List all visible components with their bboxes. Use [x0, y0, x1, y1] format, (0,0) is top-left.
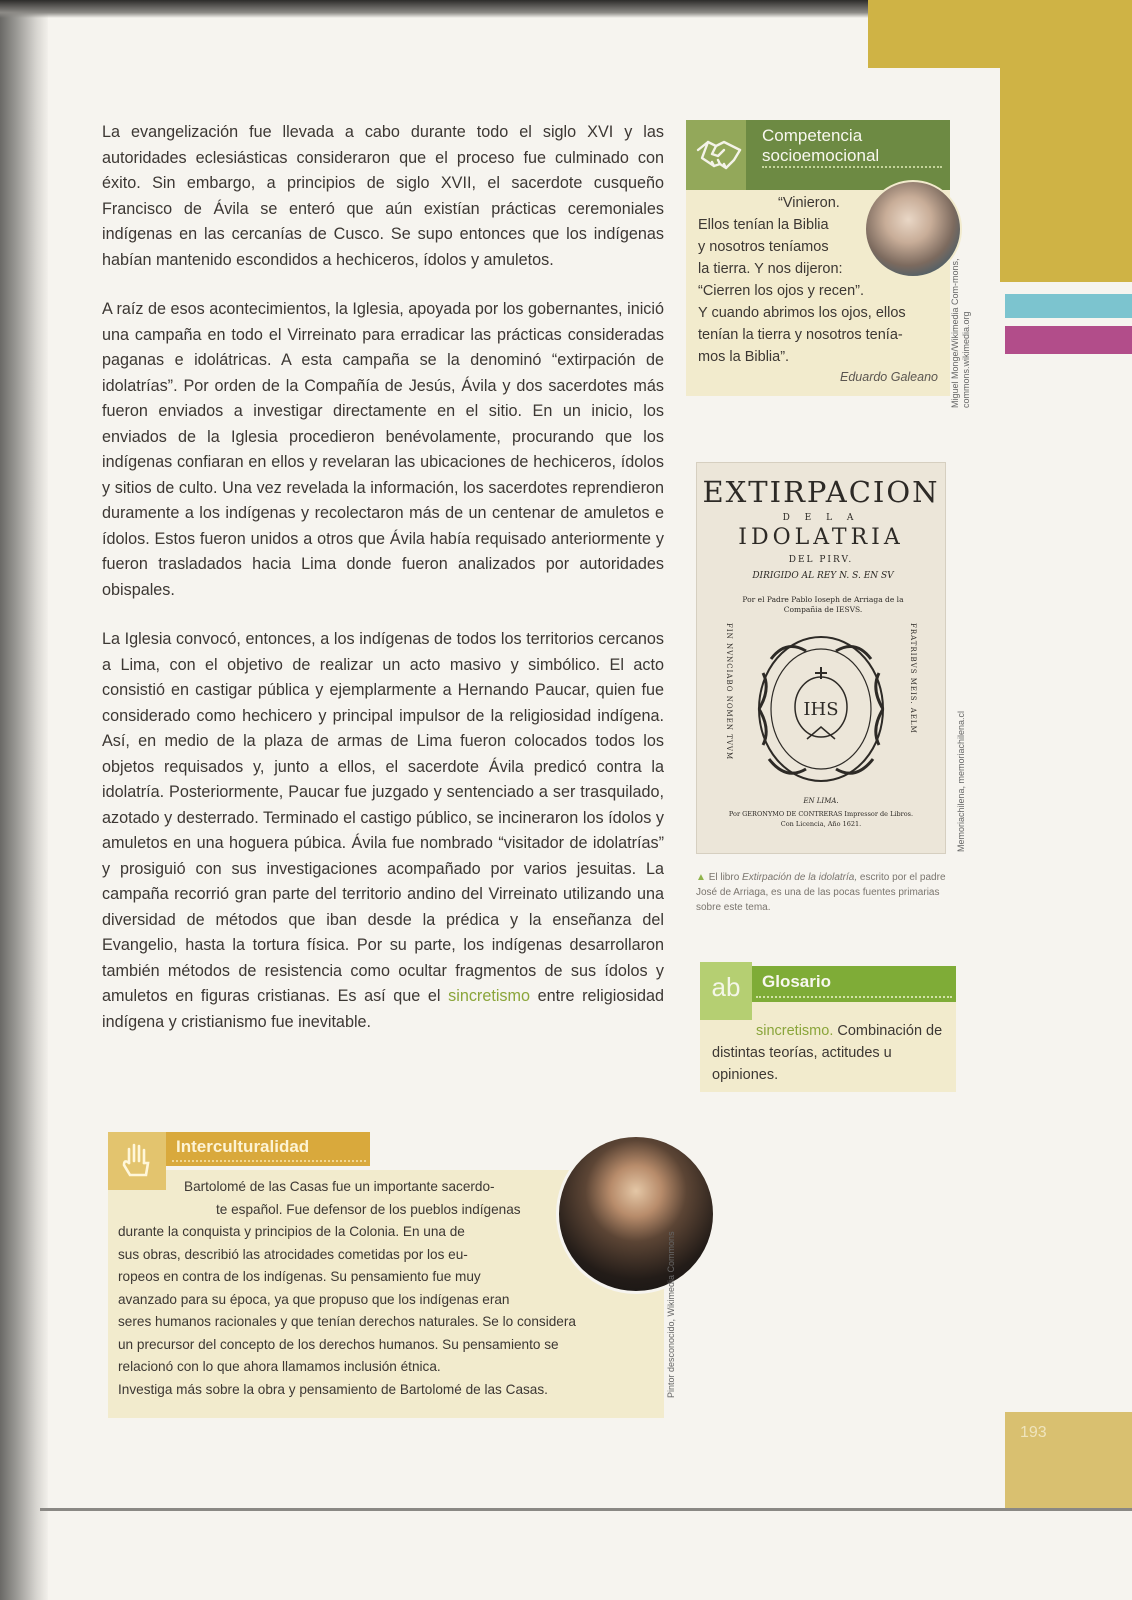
glosario-definition-text: Combinación de distintas teorías, actitudes u opiniones.	[712, 1023, 943, 1083]
inter-line: avanzado para su época, ya que propuso que los indígenas eran	[118, 1291, 510, 1307]
interculturalidad-title: Interculturalidad	[176, 1137, 310, 1156]
book-de-la: D E L A	[782, 513, 860, 523]
glosario-definition	[712, 1020, 948, 1086]
quote-line: mos la Biblia”.	[698, 349, 790, 365]
quote-line: tenían la tierra y nosotros tenía-	[698, 327, 903, 343]
book-title-line2: IDOLATRIA	[738, 525, 904, 550]
paragraph-1: La evangelización fue llevada a cabo durante todo el siglo XVI y las autoridades eclesiásticas consideraron que el proceso fue culminado con éxito. Sin embargo, a principios de siglo XVII, el sacerdote cusqueño Francisco de Ávila se enteró que aún existían prácticas ceremoniales indígenas en las cercanías de Cusco. Se supo entonces que los indígenas habían mantenido escondidos a hechiceros, ídolos y amuletos.	[102, 123, 664, 269]
book-printer	[707, 809, 935, 829]
book-author	[721, 595, 925, 615]
book-place: EN LIMA.	[803, 797, 839, 805]
inter-activity-line: Investiga más sobre la obra y pensamiento de Bartolomé de las Casas.	[118, 1381, 548, 1397]
page-number: 193	[1020, 1424, 1047, 1441]
glosario-title: Glosario	[762, 972, 831, 991]
book-printer-line: Con Licencia, Año 1621.	[780, 820, 862, 828]
glosario-term: sincretismo.	[756, 1023, 834, 1039]
inter-line: te español. Fue defensor de los pueblos indígenas	[216, 1201, 521, 1217]
emblem-ihs: IHS	[803, 699, 839, 720]
book-del-piru: DEL PIRV.	[788, 555, 854, 565]
quote-line: Ellos tenían la Biblia	[698, 217, 829, 233]
jesuit-emblem-icon	[751, 629, 891, 789]
glosario-abc-icon: ab	[700, 962, 752, 1020]
book-author-line: Compañia de IESVS.	[783, 605, 863, 614]
page-bottom-edge	[40, 1508, 1132, 1511]
inter-line: seres humanos racionales y que tenían derechos naturales. Se lo considera	[118, 1314, 576, 1329]
interculturalidad-dotted-rule	[172, 1160, 366, 1162]
interculturalidad-header	[166, 1132, 370, 1166]
caption-book-title: Extirpación de la idolatría,	[742, 872, 858, 883]
caption-triangle-icon: ▲	[696, 872, 706, 883]
competencia-box	[686, 120, 950, 396]
book-caption	[696, 870, 958, 915]
inter-line: relacionó con lo que ahora llamamos inclusión étnica.	[118, 1359, 441, 1374]
competencia-photo-credit: Miguel Monge/Wikimedia Com-mons, commons.wikimedia.org	[950, 258, 971, 408]
book-title-page-image	[696, 462, 946, 854]
quote-line: y nosotros teníamos	[698, 239, 829, 255]
paragraph-3	[102, 627, 664, 1035]
inter-line: Bartolomé de las Casas fue un importante sacerdo-	[184, 1179, 495, 1194]
inter-line: sus obras, describió las atrocidades cometidas por los eu-	[118, 1246, 468, 1262]
bartolome-photo-credit: Pintor desconocido, Wikimedia Commons	[666, 1231, 676, 1398]
book-author-line: Por el Padre Pablo Ioseph de Arriaga de la	[742, 595, 904, 604]
glosario-box	[700, 966, 956, 1092]
competencia-title-line2: socioemocional	[762, 146, 942, 168]
competencia-title-line1: Competencia	[762, 126, 863, 145]
galeano-portrait	[864, 180, 962, 278]
caption-text-before: El libro	[708, 872, 740, 883]
book-side-motto-left: FIN NVNCIABO NOMEN TVVM	[725, 623, 733, 761]
handshake-icon	[694, 128, 744, 178]
book-image-credit: Memoriachilena, memoriachilena.cl	[956, 710, 966, 852]
paragraph-2: A raíz de esos acontecimientos, la Iglesia, apoyada por los gobernantes, inició una campaña en todo el Virreinato para erradicar las prácticas consideradas paganas e idolátricas. A esta campaña se la denominó “extirpación de idolatrías”. Por orden de la Compañía de Jesús, Ávila y dos sacerdotes más fueron enviados a investigar directamente en el sitio. En un inicio, los enviados de la Iglesia procedieron benévolamente, procurando que los indígenas confiaran en ellos y revelaran las ubicaciones de hechiceros, ídolos y sitios de culto. Una vez revelada la información, los sacerdotes reprendieron duramente a los indígenas y recolectaron más de un centenar de amuletos e ídolos. Estos fueron unidos a otros que Ávila había requisado anteriormente y fueron trasladados hacia Lima donde fueron analizados por autoridades obispales.	[102, 300, 664, 599]
quote-line: la tierra. Y nos dijeron:	[698, 261, 843, 277]
inter-line: ropeos en contra de los indígenas. Su pensamiento fue muy	[118, 1269, 481, 1284]
quote-line: Y cuando abrimos los ojos, ellos	[698, 305, 906, 321]
book-dedication: DIRIGIDO AL REY N. S. EN SV	[752, 571, 894, 581]
paragraph-3-text: La Iglesia convocó, entonces, a los indígenas de todos los territorios cercanos a Lima, con el objetivo de realizar un acto masivo y simbólico. El acto consistió en castigar pública y ejemplarmente a Hernando Paucar, quien fue considerado como hechicero y principal impulsor de la religiosidad indígena. Así, en medio de la plaza de armas de Lima fueron colocados todos los objetos requisados y, junto a ellos, el sacerdote Ávila predicó contra la idolatría. Posteriormente, Paucar fue juzgado y sentenciado a ser trasquilado, azotado y desterrado. Terminado el castigo público, se incineraron los ídolos y amuletos en una hoguera púbica. Ávila fue nombrado “visitador de idolatrías” y prosiguió con sus investigaciones acompañado por varios jesuitas. La campaña recorrió gran parte del territorio andino del Virreinato utilizando una diversidad de métodos que iban desde la prédica y la enseñanza del Evangelio, hasta la tortura física. Por su parte, los indígenas desarrollaron también métodos de resistencia como ocultar fragmentos de sus ídolos y amuletos en figuras cristianas. Es así que el	[102, 630, 664, 1005]
book-printer-line: Por GERONYMO DE CONTRERAS Impressor de Libros.	[728, 810, 914, 818]
glossary-term-link[interactable]: sincretismo	[448, 987, 530, 1005]
inter-line: durante la conquista y principios de la Colonia. En una de	[118, 1224, 465, 1239]
book-side-motto-right: FRATRIBVS MEIS. AELM	[909, 623, 917, 734]
caption-text-after: escrito por el padre José de Arriaga, es una de las pocas fuentes primarias sobre este tema.	[696, 872, 946, 913]
main-text	[102, 120, 664, 1059]
glosario-dotted-rule	[756, 996, 952, 998]
decor-magenta-band	[1005, 326, 1132, 354]
book-title-line1: EXTIRPACION	[702, 475, 940, 509]
inter-line: un precursor del concepto de los derechos humanos. Su pensamiento se	[118, 1336, 559, 1352]
decor-cyan-band	[1005, 294, 1132, 318]
page-binding-shadow	[0, 0, 48, 1600]
quote-line: “Cierren los ojos y recen”.	[698, 283, 864, 299]
bartolome-portrait	[556, 1134, 716, 1294]
paragraph-3-end: entre religiosidad indígena y cristianismo fue inevitable.	[102, 987, 665, 1031]
quote-line: “Vinieron.	[778, 195, 840, 211]
quote-author: Eduardo Galeano	[840, 370, 938, 384]
competencia-title	[762, 126, 942, 168]
